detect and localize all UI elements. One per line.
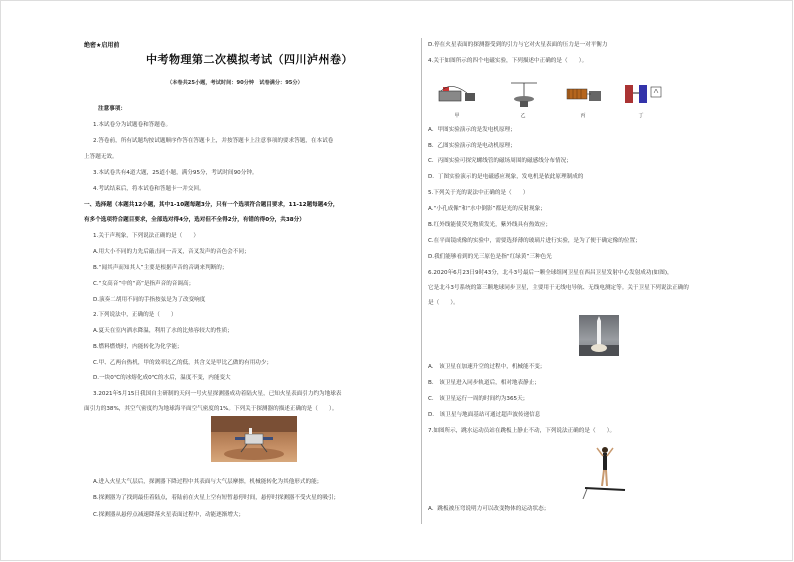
option-line: B.“闻其声而知其人”主要是根据声音的音调来判断的； — [93, 265, 228, 271]
option-line: C.甲、乙两台热机，甲的效率比乙的低，其含义是甲比乙做的有用功少； — [93, 360, 273, 366]
experiment-figure-yi — [503, 77, 545, 109]
option-line: B. 该卫星进入同步轨道后，相对地表静止； — [428, 380, 540, 386]
option-line: A. 该卫星在加速升空的过程中，机械能不变； — [428, 364, 546, 370]
note-item: 1.本试卷分为试题卷和答题卷。 — [93, 122, 172, 128]
figure-label-bing: 丙 — [580, 113, 586, 119]
question-line: 6.2020年6月23日9时43分，北斗3号最后一颗全球组网卫星在西昌卫星发射中心发射成功(如图)， — [428, 270, 673, 276]
option-line: D.我们能够看到的光三原色是指“红绿黄”三种色光 — [428, 254, 552, 260]
diver-on-springboard-image — [581, 444, 627, 499]
figure-label-jia: 甲 — [454, 113, 460, 119]
option-line: A.“小孔成像”和“水中倒影”都是光的反射现象； — [428, 206, 546, 212]
question-line: 是（ ）。 — [428, 300, 459, 306]
note-item: 上答题无效。 — [84, 154, 118, 160]
question-line: 7.如图所示，跳水运动员站在跳板上静止不动，下列说法正确的是（ ）。 — [428, 428, 616, 434]
section-heading-line: 有多个选项符合题目要求，全部选对得4分，选对但不全得2分，有错的得0分，共38分） — [84, 217, 305, 223]
option-line: A.夏天在室内洒水降温，利用了水的比热容较大的性质； — [93, 328, 233, 334]
option-line: D.停在火星表面的探测器受到的引力与它对火星表面的压力是一对平衡力 — [428, 42, 608, 48]
option-line: B.探测器为了找到最佳着陆点，着陆前在火星上空有短暂悬停时间，悬停时探测器不受火星的吸引； — [93, 495, 340, 501]
option-line: A．甲图实验演示的是发电机原理； — [428, 127, 516, 133]
option-line: C.“女高音”中的“高”是指声音的音调高； — [93, 281, 195, 287]
rocket-launch-image — [579, 315, 619, 356]
confidential-stamp: 绝密★启用前 — [84, 42, 120, 49]
option-line: D.一块0℃的冰熔化成0℃的水后，温度不变，内能变大 — [93, 375, 231, 381]
option-line: B．乙图实验演示的是电动机原理； — [428, 143, 516, 149]
option-line: C．丙图实验可探究螺线管的磁场周围的磁感线分布情况； — [428, 158, 572, 164]
question-line: 5.下列关于光的说法中正确的是（ ） — [428, 190, 529, 196]
column-divider — [421, 38, 422, 524]
option-line: A.用大小不同的力先后敲击同一音叉，音叉发声的音色会不同； — [93, 249, 250, 255]
option-line: D.演奏二胡用不同的手指按弦是为了改变响度 — [93, 297, 206, 303]
mars-lander-image — [211, 416, 297, 462]
exam-subtitle: （本卷共25小题，考试时间：90分钟 试卷满分：95分） — [167, 80, 303, 86]
question-line: 面引力的38%，其空气密度约为地球海平面空气密度的1%。下列关于探测器的描述正确的是（ ）。 — [84, 406, 338, 412]
note-item: 2.答卷前，所有试题均按试题顺序作答在答题卡上，并按答题卡上注意事项的要求答题，在本试卷 — [93, 138, 334, 144]
question-line: 2.下列说法中，正确的是（ ） — [93, 312, 177, 318]
experiment-figure-ding — [621, 77, 663, 109]
option-line: B.红外线能使荧光物质发光，紫外线具有热效应； — [428, 222, 552, 228]
figure-label-yi: 乙 — [520, 113, 526, 119]
exam-title: 中考物理第二次模拟考试（四川泸州卷） — [146, 53, 353, 66]
section-heading-line: 一、选择题（本题共12小题，其中1-10题每题3分，只有一个选项符合题目要求，11-12题每题4分， — [84, 202, 339, 208]
option-line: A．跳板被压弯说明力可以改变物体的运动状态； — [428, 506, 550, 512]
experiment-figure-jia — [437, 77, 479, 109]
option-line: C. 该卫星运行一周的时间约为365天； — [428, 396, 529, 402]
option-line: C.在平面镜成像的实验中，需要选择薄的玻璃片进行实验，是为了便于确定像的位置； — [428, 238, 641, 244]
question-line: 它是北斗3号系统的第三颗地球同步卫星，主要用于无线电导航、无线电测定等。关于卫星下列说法正确的 — [428, 285, 689, 291]
note-item: 3.本试卷共有4道大题，25道小题，满分95分，考试时间90分钟。 — [93, 170, 258, 176]
notes-heading: 注意事项： — [98, 106, 126, 112]
option-line: D. 该卫星与地面基站可通过超声波传递信息 — [428, 412, 541, 418]
figure-label-ding: 丁 — [638, 113, 644, 119]
experiment-figure-bing — [563, 77, 605, 109]
option-line: B.燃料燃烧时，内能转化为化学能； — [93, 344, 183, 350]
question-line: 4.关于如图所示的四个电磁实验，下列描述中正确的是（ ）。 — [428, 58, 588, 64]
question-line: 1.关于声现象，下列说法正确的是（ ） — [93, 233, 200, 239]
option-line: D．丁图实验演示的是电磁感应现象，发电机是依此原理制成的 — [428, 174, 584, 180]
question-line: 3.2021年5月15日我国自主研制的天问一号火星探测器成功着陆火星，已知火星表面引力约为地球表 — [93, 391, 342, 397]
note-item: 4.考试结束后，将本试卷和答题卡一并交回。 — [93, 186, 205, 192]
option-line: C.探测器从悬停点减速降落火星表面过程中，动能逐渐增大； — [93, 512, 245, 518]
option-line: A.进入火星大气层后，探测器下降过程中其表面与大气层摩擦，机械能转化为其他形式的能； — [93, 479, 323, 485]
